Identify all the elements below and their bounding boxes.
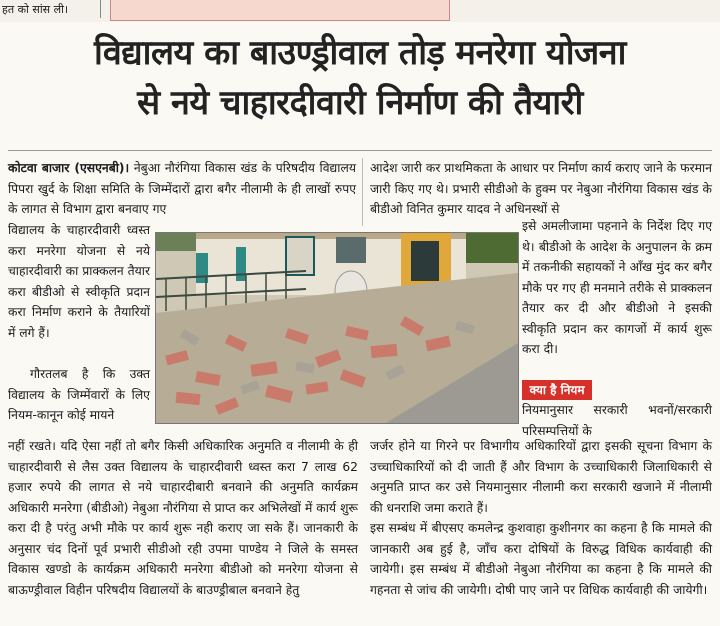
- column-2-top: आदेश जारी कर प्राथमिकता के आधार पर निर्माण कार्य कराए जाने के फरमान जारी किए गए थे। प्रभारी सीडीओ के हुक्म पर नेबुआ नौरंगिया विकास खंड के बीडीओ विनित कुमार यादव ने अधिनस्थों से: [370, 161, 712, 216]
- column-2-bottom-para-1: जर्जर होने या गिरने पर विभागीय अधिकारियों द्वारा इसकी सूचना विभाग के उच्चाधिकारियों को दी जाती हैं और विभाग के उच्चाधिकारी जिलाधिकारी से अनुमति प्राप्त कर उसे नियमानुसार नीलामी करा सरकारी खजाने में नीलामी की धनराशि जमा कराते हैं।: [370, 439, 712, 515]
- photo-demolished-wall: [156, 233, 518, 423]
- column-1-bottom: नहीं रखते। यदि ऐसा नहीं तो बगैर किसी अधिकारिक अनुमति व नीलामी के ही चाहारदीवारी से लैस उक्त विद्यालय के चाहारदीवारी ध्वस्त करा 7 लाख 62 हजार रुपये की लागत से नये चाहारदीबारी बनवाने की अनुमति कार्यक्रम अधिकारी मनरेगा (बीडीओ) नेबुआ नौरंगिया से प्राप्त कर अभिलेखों में कार्य शुरू करा दी है परंतु अभी मौके पर कार्य शुरू नही कराए जा सके हैं। जानकारी के अनुसार चंद दिनों पूर्व प्रभारी सीडीओ रही उपमा पाण्डेय ने जिले के समस्त विकास खण्डो के कार्यक्रम अधिकारी मनरेगा बीडीओ को मनरेगा योजना से बाऊण्ड्रीवाल विहीन परिषदीय विद्यालयों के बाउण्ड्रीबाल बनवाने हेतु: [8, 439, 358, 597]
- column-2-right-text: इसे अमलीजामा पहनाने के निर्देश दिए गए थे। बीडीओ के आदेश के अनुपालन के क्रम में तकनीकी सहायकों ने आँख मुंद कर बगैर मौके पर गए ही मनमाने तरीके से प्राक्कलन तैयार कर दी और बीडीओ ने इसकी स्वीकृति प्रदान कर कागजों में कार्य शुरू करा दी।: [522, 219, 712, 356]
- headline-line-2: से नये चाहारदीवारी निर्माण की तैयारी: [137, 83, 583, 123]
- previous-article-fragment-right: [470, 0, 715, 18]
- column-1-left-text-2: गौरतलब है कि उक्त विद्यालय के जिम्मेंवारों के लिए नियम-कानून कोई मायने: [8, 367, 150, 422]
- news-photo: [155, 232, 519, 424]
- column-2-rule-text: नियमानुसार सरकारी भवनों/सरकारी परिसम्पत्तियों के: [522, 403, 712, 438]
- column-1-left-text: विद्यालय के चाहारदीवारी ध्वस्त करा मनरेगा योजना से नये चाहारदीवारी का प्राक्कलन तैयार करा बीडीओ से स्वीकृति प्रदान करा निर्माण कराने के तैयारियों में लगे हैं।: [8, 223, 150, 340]
- article-intro: [8, 158, 356, 220]
- subhead-kya-hai-niyam: क्या है नियम: [522, 380, 592, 400]
- headline-rule: [8, 150, 712, 151]
- column-rule: [362, 158, 363, 226]
- headline: [0, 28, 720, 128]
- column-divider: [100, 0, 101, 18]
- headline-line-1: विद्यालय का बाउण्ड्रीवाल तोड़ मनरेगा योजना: [94, 33, 626, 73]
- article-intro-text: नेबुआ नौरंगिया विकास खंड के परिषदीय विद्यालय पिपरा खुर्द के शिक्षा समिति के जिम्मेंदारों द्वारा बगैर नीलामी के ही लाखों रुपए के लागत से विभाग द्वारा बनवाए गए: [8, 161, 356, 216]
- column-2-bottom: [370, 436, 712, 600]
- dateline: कोटवा बाजार (एसएनबी)।: [8, 161, 130, 175]
- column-2-bottom-para-2: इस सम्बंध में बीएसए कमलेन्द्र कुशवाहा कुशीनगर का कहना है कि मामले की जानकारी अब हुई है, जाँच करा दोषियों के विरुद्ध विधिक कार्यवाही की जायेगी। इस सम्बंध में बीडीओ नेबुआ नौरंगिया का कहना है कि मामले की गहनता से जांच की जायेगी। दोषी पाए जाने पर विधिक कार्यवाही की जायेगी।: [370, 521, 712, 597]
- highlight-box: [110, 0, 450, 21]
- previous-article-fragment: हत को सांस ली।: [2, 3, 69, 16]
